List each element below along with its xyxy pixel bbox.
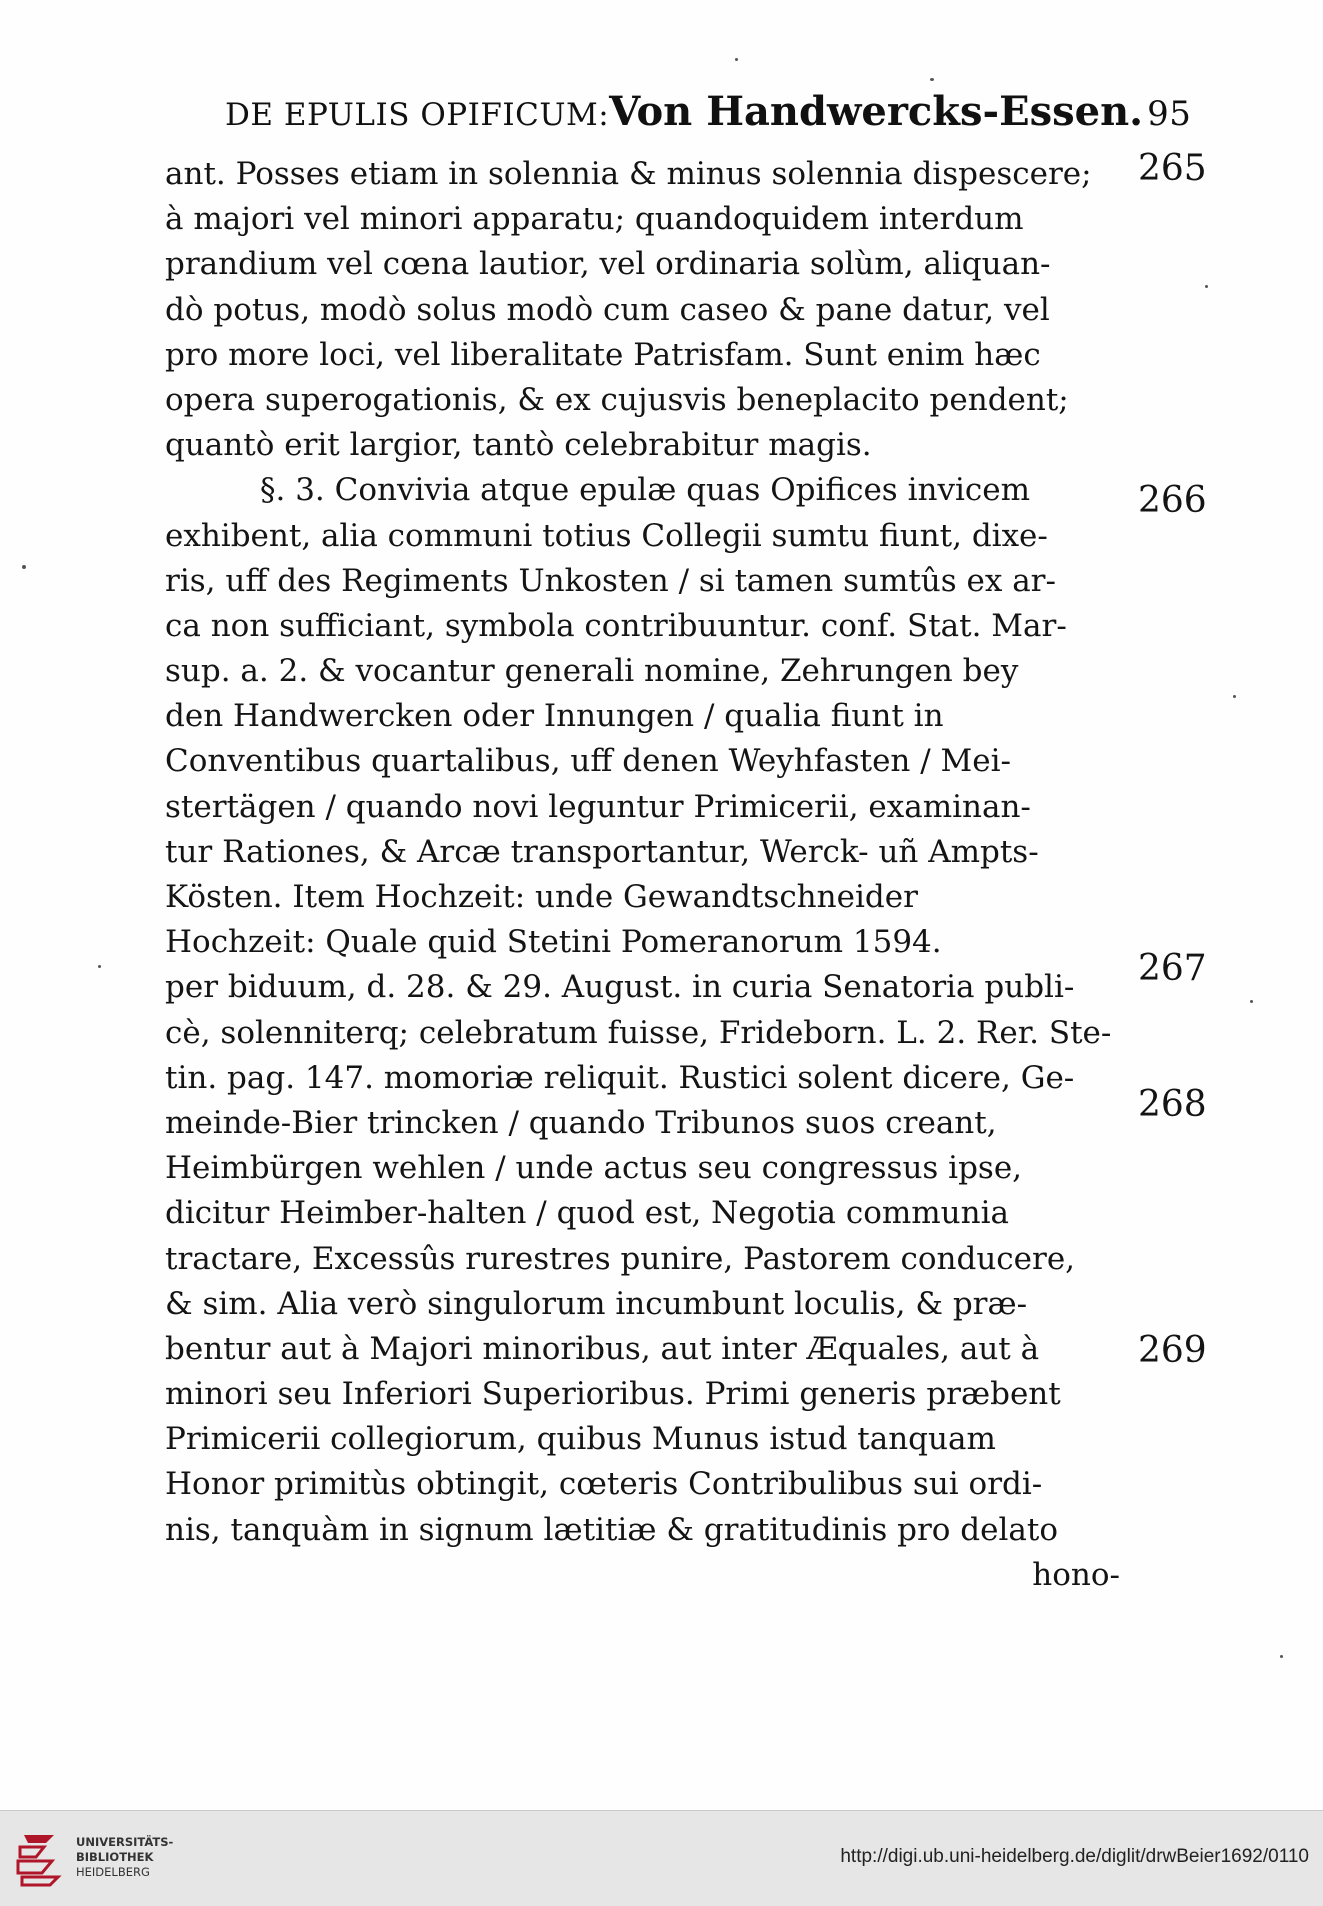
text-line-section-start: §. 3. Convivia atque epulæ quas Opifices invicem [260, 472, 1030, 509]
scan-speck [22, 565, 26, 569]
text-line: opera superogationis, & ex cujusvis beneplacito pendent; [165, 381, 1069, 418]
scan-speck [98, 965, 101, 968]
running-header [225, 88, 1191, 135]
scan-speck [1205, 285, 1208, 288]
scan-speck [1233, 695, 1236, 698]
text-line: à majori vel minori apparatu; quandoquidem interdum [165, 201, 1024, 238]
text-line: sup. a. 2. & vocantur generali nomine, Zehrungen bey [165, 653, 1019, 690]
text-line: pro more loci, vel liberalitate Patrisfam. Sunt enim hæc [165, 336, 1041, 373]
library-name-line: BIBLIOTHEK [76, 1850, 154, 1864]
text-line: bentur aut à Majori minoribus, aut inter Æquales, aut à [165, 1330, 1040, 1367]
text-line: den Handwercken oder Innungen / qualia fiunt in [165, 698, 944, 735]
text-line: tin. pag. 147. momoriæ reliquit. Rustici solent dicere, Ge- [165, 1059, 1075, 1096]
margin-note-267: 267 [1138, 948, 1207, 989]
catchword: hono- [1032, 1556, 1120, 1593]
text-line: ant. Posses etiam in solennia & minus solennia dispescere; [165, 156, 1092, 192]
text-line: dicitur Heimber-halten / quod est, Negotia communia [165, 1195, 1010, 1232]
text-line: stertägen / quando novi leguntur Primicerii, examinan- [165, 788, 1031, 825]
margin-note-268: 268 [1138, 1084, 1207, 1125]
library-logo-icon [14, 1827, 64, 1889]
text-line: ca non sufficiant, symbola contribuuntur. conf. Stat. Mar- [165, 607, 1067, 644]
text-line: nis, tanquàm in signum lætitiæ & gratitudinis pro delato [165, 1511, 1058, 1548]
text-line: Primicerii collegiorum, quibus Munus istud tanquam [165, 1421, 996, 1458]
text-line: exhibent, alia communi totius Collegii sumtu fiunt, dixe- [165, 517, 1048, 554]
text-line: ris, uff des Regiments Unkosten / si tamen sumtûs ex ar- [165, 562, 1056, 599]
text-line: cè, solenniterq; celebratum fuisse, Frideborn. L. 2. Rer. Ste- [165, 1014, 1112, 1051]
margin-note-266: 266 [1138, 480, 1207, 521]
text-line: prandium vel cœna lautior, vel ordinaria solùm, aliquan- [165, 246, 1051, 283]
document-url-link[interactable]: http://digi.ub.uni-heidelberg.de/diglit/drwBeier1692/0110 [840, 1846, 1309, 1867]
library-name-line: UNIVERSITÄTS- [76, 1835, 174, 1849]
text-line: dò potus, modò solus modò cum caseo & pane datur, vel [165, 291, 1050, 328]
text-line: minori seu Inferiori Superioribus. Primi generis præbent [165, 1376, 1061, 1413]
scan-speck [930, 78, 934, 81]
text-line: & sim. Alia verò singulorum incumbunt loculis, & præ- [165, 1285, 1028, 1322]
header-german-title: Von Handwercks-Essen. [609, 88, 1144, 135]
viewer-footer [0, 1810, 1323, 1906]
text-line: tur Rationes, & Arcæ transportantur, Werck- uñ Ampts- [165, 833, 1039, 870]
text-line: Heimbürgen wehlen / unde actus seu congressus ipse, [165, 1150, 1023, 1187]
text-line: Honor primitùs obtingit, cœteris Contribulibus sui ordi- [165, 1466, 1043, 1503]
scan-speck [735, 58, 738, 61]
text-line: quantò erit largior, tantò celebrabitur magis. [165, 427, 872, 464]
text-line: Hochzeit: Quale quid Stetini Pomeranorum 1594. [165, 924, 942, 961]
library-name-line: HEIDELBERG [76, 1865, 150, 1879]
page-number: 95 [1147, 94, 1192, 134]
margin-note-269: 269 [1138, 1330, 1207, 1371]
text-line: tractare, Excessûs rurestres punire, Pastorem conducere, [165, 1240, 1076, 1277]
body-text [165, 152, 1130, 1598]
text-line: Conventibus quartalibus, uff denen Weyhfasten / Mei- [165, 743, 1012, 780]
header-latin-title: DE EPULIS OPIFICUM: [225, 97, 610, 133]
text-line: Kösten. Item Hochzeit: unde Gewandtschneider [165, 879, 918, 915]
text-line: meinde-Bier trincken / quando Tribunos suos creant, [165, 1104, 997, 1141]
scan-speck [1280, 1655, 1283, 1658]
margin-note-265: 265 [1138, 148, 1207, 189]
text-line: per biduum, d. 28. & 29. August. in curia Senatoria publi- [165, 969, 1075, 1006]
library-name [76, 1835, 173, 1880]
scan-speck [1250, 1000, 1253, 1003]
